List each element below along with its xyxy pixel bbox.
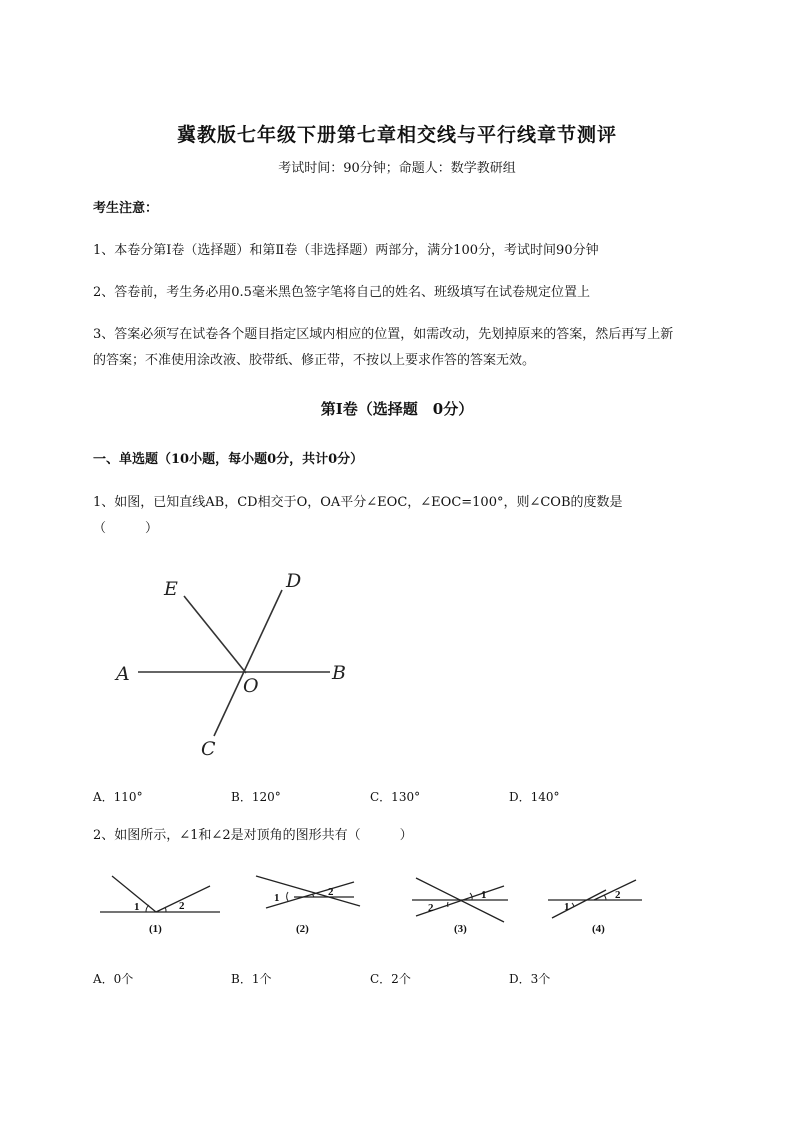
fig2-angle-2: 2 xyxy=(328,886,334,898)
q2-figure-2 xyxy=(250,870,366,936)
q2-option-a[interactable]: A．0个 xyxy=(93,972,134,986)
label-e: E xyxy=(164,578,178,600)
q2-option-b[interactable]: B．1个 xyxy=(231,972,272,986)
label-d: D xyxy=(286,570,302,592)
fig3-caption: (3) xyxy=(454,923,467,935)
fig1-angle-1: 1 xyxy=(134,901,140,913)
notice-item-1: 1、本卷分第Ⅰ卷（选择题）和第Ⅱ卷（非选择题）两部分，满分100分，考试时间90分钟 xyxy=(93,243,599,258)
part-heading: 一、单选题（10小题，每小题0分，共计0分） xyxy=(93,452,364,467)
notice-heading: 考生注意： xyxy=(93,201,159,216)
fig1-caption: (1) xyxy=(149,923,162,935)
q2-text: 2、如图所示，∠1和∠2是对顶角的图形共有（ ） xyxy=(93,828,413,843)
q1-option-d[interactable]: D．140° xyxy=(509,790,560,804)
q2-option-d[interactable]: D．3个 xyxy=(509,972,551,986)
label-c: C xyxy=(201,738,216,760)
notice-item-3-cont: 的答案；不准使用涂改液、胶带纸、修正带，不按以上要求作答的答案无效。 xyxy=(93,353,536,368)
notice-item-3: 3、答案必须写在试卷各个题目指定区域内相应的位置，如需改动，先划掉原来的答案，然后再写上新 xyxy=(93,327,674,342)
fig4-caption: (4) xyxy=(592,923,605,935)
fig3-angle-1: 1 xyxy=(481,889,487,901)
label-o: O xyxy=(243,675,259,697)
label-a: A xyxy=(116,663,130,685)
notice-item-2: 2、答卷前，考生务必用0.5毫米黑色签字笔将自己的姓名、班级填写在试卷规定位置上 xyxy=(93,285,590,300)
q1-option-b[interactable]: B．120° xyxy=(231,790,281,804)
q1-figure xyxy=(100,560,370,770)
fig4-angle-2: 2 xyxy=(615,889,621,901)
q2-figure-1 xyxy=(98,870,222,936)
page-subtitle: 考试时间：90分钟；命题人：数学教研组 xyxy=(278,161,516,176)
section-title: 第Ⅰ卷（选择题 0分） xyxy=(320,400,474,418)
fig2-caption: (2) xyxy=(296,923,309,935)
q1-option-c[interactable]: C．130° xyxy=(370,790,421,804)
q1-text: 1、如图，已知直线AB，CD相交于O，OA平分∠EOC，∠EOC=100°，则∠COB的度数是 xyxy=(93,495,623,510)
q2-figure-4 xyxy=(544,870,646,936)
line-cd xyxy=(214,590,282,736)
q1-paren: （ ） xyxy=(93,521,159,536)
fig4-angle-1: 1 xyxy=(564,901,570,913)
fig3-angle-2: 2 xyxy=(428,902,434,914)
q2-option-c[interactable]: C．2个 xyxy=(370,972,411,986)
q2-figure-3 xyxy=(408,870,512,936)
label-b: B xyxy=(332,662,346,684)
page-title: 冀教版七年级下册第七章相交线与平行线章节测评 xyxy=(176,124,617,146)
ray-oe xyxy=(184,596,246,673)
fig1-angle-2: 2 xyxy=(179,900,185,912)
q1-option-a[interactable]: A．110° xyxy=(93,790,143,804)
fig2-angle-1: 1 xyxy=(274,892,280,904)
